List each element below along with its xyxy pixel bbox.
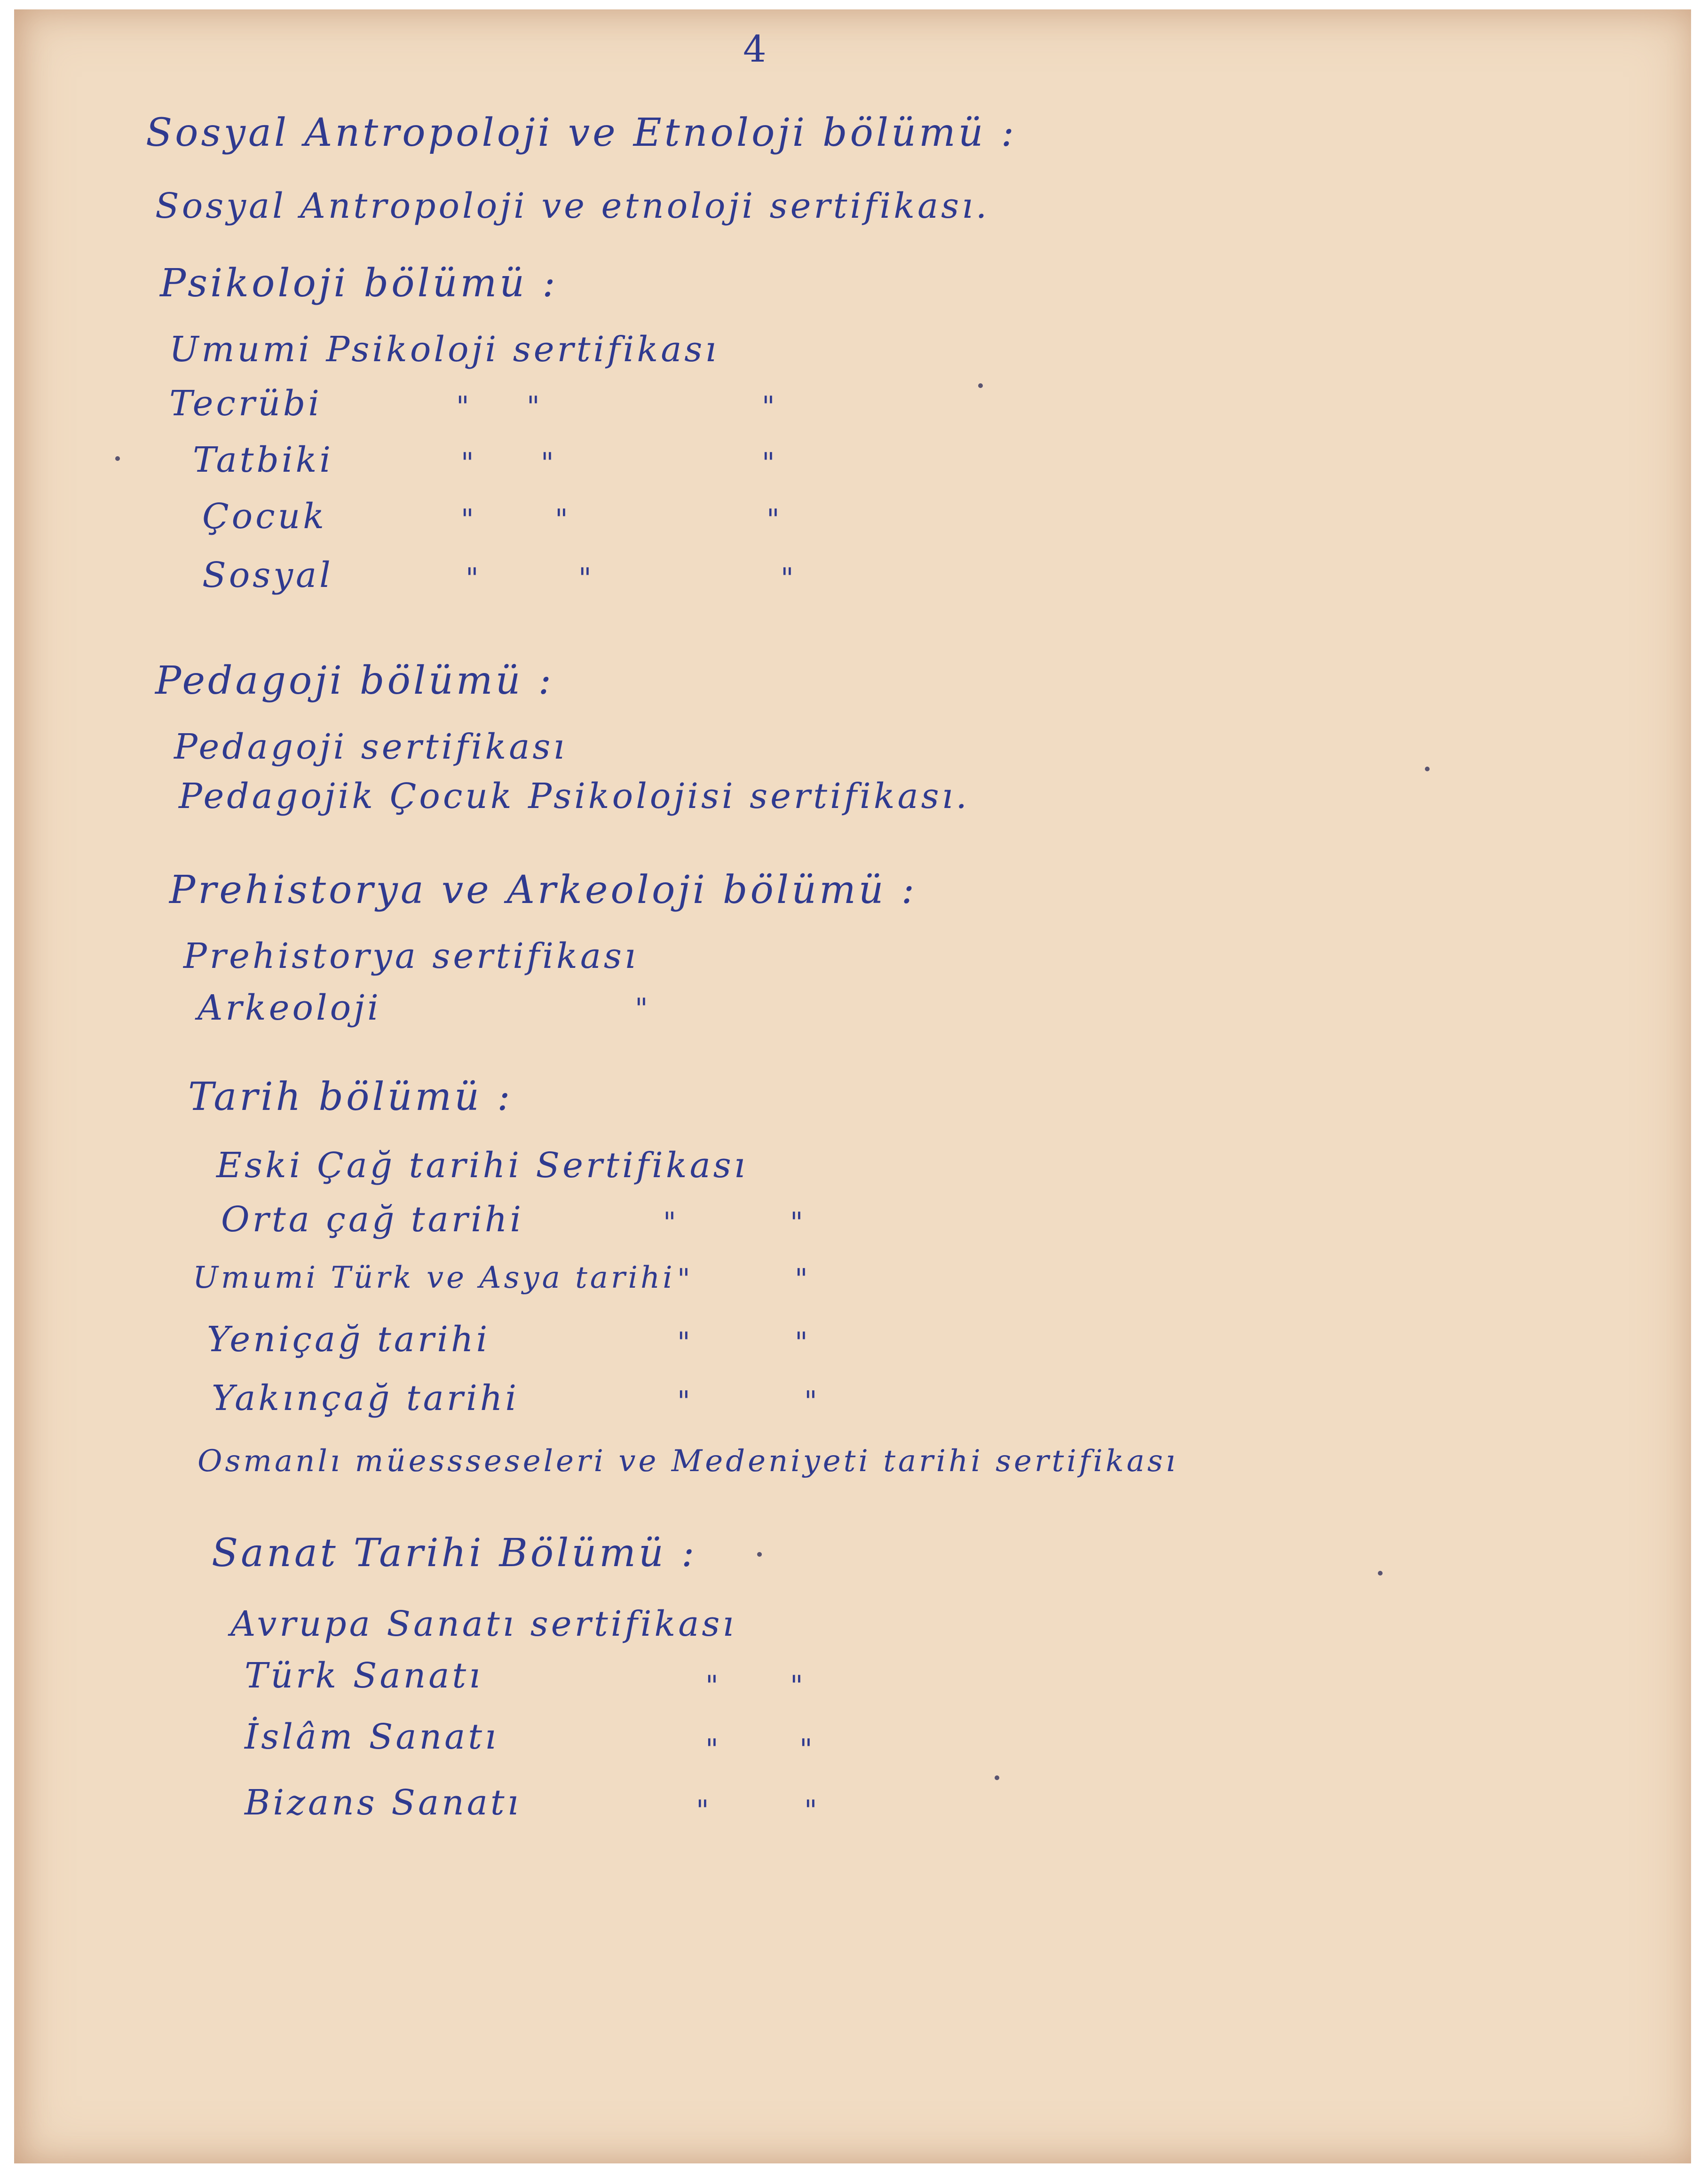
ditto-mark: " (635, 992, 648, 1025)
certificate-line: Umumi Türk ve Asya tarihi (193, 1260, 675, 1295)
certificate-line: Umumi Psikoloji sertifikası (169, 329, 719, 370)
certificate-line: İslâm Sanatı (245, 1717, 499, 1757)
ditto-mark: " (705, 1670, 719, 1703)
certificate-line: Tecrübi (169, 383, 322, 424)
page-number: 4 (743, 28, 769, 71)
certificate-line: Türk Sanatı (245, 1655, 483, 1696)
certificate-line: Yakınçağ tarihi (212, 1378, 520, 1418)
ditto-mark: " (541, 447, 554, 480)
ditto-mark: " (456, 390, 469, 423)
certificate-line: Yeniçağ tarihi (207, 1319, 490, 1360)
certificate-line: Tatbiki (193, 440, 334, 480)
section-heading-sanat-tarihi: Sanat Tarihi Bölümü : (212, 1531, 697, 1576)
certificate-line: Prehistorya sertifikası (183, 936, 639, 976)
ditto-mark: " (555, 503, 568, 536)
certificate-line: Pedagoji sertifikası (174, 727, 568, 767)
certificate-line: Arkeoloji (198, 988, 381, 1028)
ditto-mark: " (466, 562, 479, 595)
ditto-mark: " (663, 1206, 676, 1239)
paper-speck (115, 456, 120, 461)
ditto-mark: " (696, 1794, 709, 1827)
paper-speck (995, 1775, 999, 1780)
certificate-line: Eski Çağ tarihi Sertifikası (216, 1145, 748, 1186)
ditto-mark: " (795, 1263, 808, 1296)
section-heading-psikoloji: Psikoloji bölümü : (160, 261, 558, 306)
ditto-mark: " (578, 562, 592, 595)
section-heading-antropoloji: Sosyal Antropoloji ve Etnoloji bölümü : (146, 111, 1017, 155)
ditto-mark: " (767, 503, 780, 536)
ditto-mark: " (461, 503, 474, 536)
certificate-line: Pedagojik Çocuk Psikolojisi sertifikası. (179, 776, 970, 816)
paper-speck (1378, 1571, 1383, 1576)
ditto-mark: " (677, 1326, 690, 1359)
ditto-mark: " (527, 390, 540, 423)
ditto-mark: " (799, 1733, 813, 1766)
ditto-mark: " (804, 1385, 817, 1418)
section-heading-prehistorya: Prehistorya ve Arkeoloji bölümü : (169, 868, 917, 912)
document-page (14, 9, 1691, 2163)
certificate-line: Avrupa Sanatı sertifikası (230, 1604, 737, 1644)
certificate-line: Sosyal (202, 555, 333, 595)
ditto-mark: " (762, 447, 775, 480)
section-heading-tarih: Tarih bölümü : (188, 1075, 513, 1119)
certificate-line: Sosyal Antropoloji ve etnoloji sertifikası. (155, 186, 990, 226)
ditto-mark: " (790, 1206, 803, 1239)
certificate-line: Bizans Sanatı (245, 1782, 522, 1823)
ditto-mark: " (677, 1385, 690, 1418)
ditto-mark: " (705, 1733, 719, 1766)
certificate-line: Çocuk (202, 496, 327, 537)
ditto-mark: " (781, 562, 794, 595)
ditto-mark: " (762, 390, 775, 423)
ditto-mark: " (677, 1263, 690, 1296)
ditto-mark: " (795, 1326, 808, 1359)
certificate-line: Orta çağ tarihi (221, 1199, 524, 1240)
paper-speck (978, 383, 983, 388)
section-heading-pedagoji: Pedagoji bölümü : (155, 658, 554, 703)
ditto-mark: " (790, 1670, 803, 1703)
paper-speck (1425, 767, 1430, 771)
ditto-mark: " (461, 447, 474, 480)
paper-speck (757, 1552, 762, 1557)
ditto-mark: " (804, 1794, 817, 1827)
certificate-line: Osmanlı müessseseleri ve Medeniyeti tarihi sertifikası (198, 1444, 1178, 1479)
